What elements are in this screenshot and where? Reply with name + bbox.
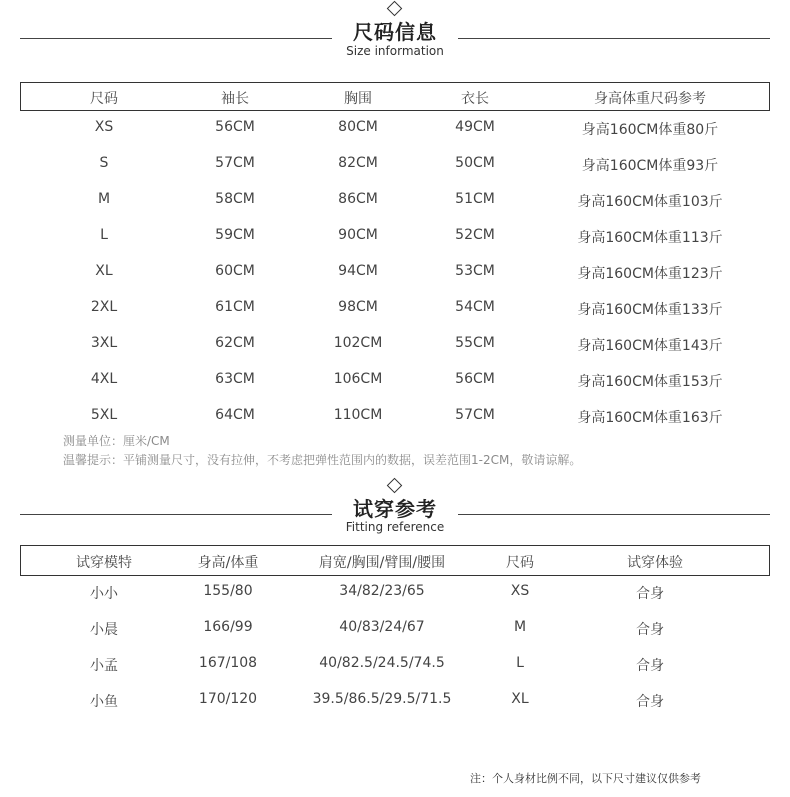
size-header-sleeve: 袖长 bbox=[221, 91, 249, 107]
diamond-icon bbox=[387, 1, 403, 17]
reference-cell: 身高160CM体重113斤 bbox=[577, 230, 723, 246]
sleeve-cell: 56CM bbox=[215, 119, 255, 135]
size-section-title: 尺码信息 bbox=[353, 20, 437, 44]
reference-cell: 身高160CM体重80斤 bbox=[581, 122, 719, 138]
reference-cell: 身高160CM体重93斤 bbox=[581, 158, 719, 174]
unit-note: 测量单位：厘米/CM bbox=[63, 434, 170, 448]
diamond-icon bbox=[387, 478, 403, 494]
reference-cell: 身高160CM体重103斤 bbox=[577, 194, 723, 210]
experience-cell: 合身 bbox=[636, 622, 664, 638]
height-weight-cell: 166/99 bbox=[203, 619, 253, 635]
fitting-section-title: 试穿参考 bbox=[353, 497, 437, 521]
tip-note: 温馨提示：平铺测量尺寸，没有拉伸，不考虑把弹性范围内的数据，误差范围1-2CM，敬请谅解。 bbox=[63, 453, 582, 467]
length-cell: 57CM bbox=[455, 407, 495, 423]
height-weight-cell: 167/108 bbox=[198, 655, 258, 671]
size-cell: 2XL bbox=[90, 299, 118, 315]
height-weight-cell: 155/80 bbox=[203, 583, 253, 599]
reference-cell: 身高160CM体重163斤 bbox=[577, 410, 723, 426]
size-cell: 5XL bbox=[90, 407, 118, 423]
size-cell: XS bbox=[510, 583, 530, 599]
length-cell: 56CM bbox=[455, 371, 495, 387]
length-cell: 52CM bbox=[455, 227, 495, 243]
model-cell: 小小 bbox=[90, 586, 118, 602]
measurements-cell: 39.5/86.5/29.5/71.5 bbox=[312, 691, 452, 707]
size-cell: M bbox=[97, 191, 111, 207]
sleeve-cell: 60CM bbox=[215, 263, 255, 279]
chest-cell: 110CM bbox=[333, 407, 383, 423]
size-cell: XS bbox=[94, 119, 114, 135]
chest-cell: 80CM bbox=[338, 119, 378, 135]
sleeve-cell: 62CM bbox=[215, 335, 255, 351]
size-header-size: 尺码 bbox=[90, 91, 118, 107]
size-cell: 4XL bbox=[90, 371, 118, 387]
sleeve-cell: 58CM bbox=[215, 191, 255, 207]
reference-cell: 身高160CM体重143斤 bbox=[577, 338, 723, 354]
length-cell: 49CM bbox=[455, 119, 495, 135]
size-cell: XL bbox=[511, 691, 529, 707]
length-cell: 51CM bbox=[455, 191, 495, 207]
chest-cell: 98CM bbox=[338, 299, 378, 315]
measurements-cell: 40/82.5/24.5/74.5 bbox=[319, 655, 445, 671]
length-cell: 53CM bbox=[455, 263, 495, 279]
size-cell: M bbox=[513, 619, 527, 635]
size-section-subtitle: Size information bbox=[346, 44, 444, 58]
length-cell: 50CM bbox=[455, 155, 495, 171]
fitting-header-measurements: 肩宽/胸围/臂围/腰围 bbox=[318, 555, 446, 571]
footnote: 注：个人身材比例不同，以下尺寸建议仅供参考 bbox=[470, 772, 701, 785]
measurements-cell: 40/83/24/67 bbox=[339, 619, 425, 635]
model-cell: 小鱼 bbox=[90, 694, 118, 710]
height-weight-cell: 170/120 bbox=[198, 691, 258, 707]
chest-cell: 86CM bbox=[338, 191, 378, 207]
length-cell: 54CM bbox=[455, 299, 495, 315]
sleeve-cell: 59CM bbox=[215, 227, 255, 243]
size-cell: S bbox=[99, 155, 109, 171]
sleeve-cell: 63CM bbox=[215, 371, 255, 387]
reference-cell: 身高160CM体重133斤 bbox=[577, 302, 723, 318]
size-cell: XL bbox=[95, 263, 113, 279]
size-header-length: 衣长 bbox=[461, 91, 489, 107]
sleeve-cell: 57CM bbox=[215, 155, 255, 171]
sleeve-cell: 61CM bbox=[215, 299, 255, 315]
reference-cell: 身高160CM体重153斤 bbox=[577, 374, 723, 390]
length-cell: 55CM bbox=[455, 335, 495, 351]
chest-cell: 94CM bbox=[338, 263, 378, 279]
fitting-header-size: 尺码 bbox=[506, 555, 534, 571]
model-cell: 小晨 bbox=[90, 622, 118, 638]
chest-cell: 90CM bbox=[338, 227, 378, 243]
experience-cell: 合身 bbox=[636, 694, 664, 710]
size-header-reference: 身高体重尺码参考 bbox=[594, 91, 706, 107]
measurements-cell: 34/82/23/65 bbox=[339, 583, 425, 599]
size-cell: L bbox=[516, 655, 524, 671]
fitting-header-height-weight: 身高/体重 bbox=[197, 555, 259, 571]
size-cell: 3XL bbox=[90, 335, 118, 351]
fitting-header-model: 试穿模特 bbox=[76, 555, 132, 571]
fitting-section-subtitle: Fitting reference bbox=[345, 520, 445, 534]
experience-cell: 合身 bbox=[636, 658, 664, 674]
experience-cell: 合身 bbox=[636, 586, 664, 602]
size-header-chest: 胸围 bbox=[344, 91, 372, 107]
chest-cell: 102CM bbox=[333, 335, 383, 351]
chest-cell: 106CM bbox=[333, 371, 383, 387]
size-cell: L bbox=[100, 227, 108, 243]
chest-cell: 82CM bbox=[338, 155, 378, 171]
sleeve-cell: 64CM bbox=[215, 407, 255, 423]
fitting-header-experience: 试穿体验 bbox=[627, 555, 683, 571]
reference-cell: 身高160CM体重123斤 bbox=[577, 266, 723, 282]
model-cell: 小孟 bbox=[90, 658, 118, 674]
